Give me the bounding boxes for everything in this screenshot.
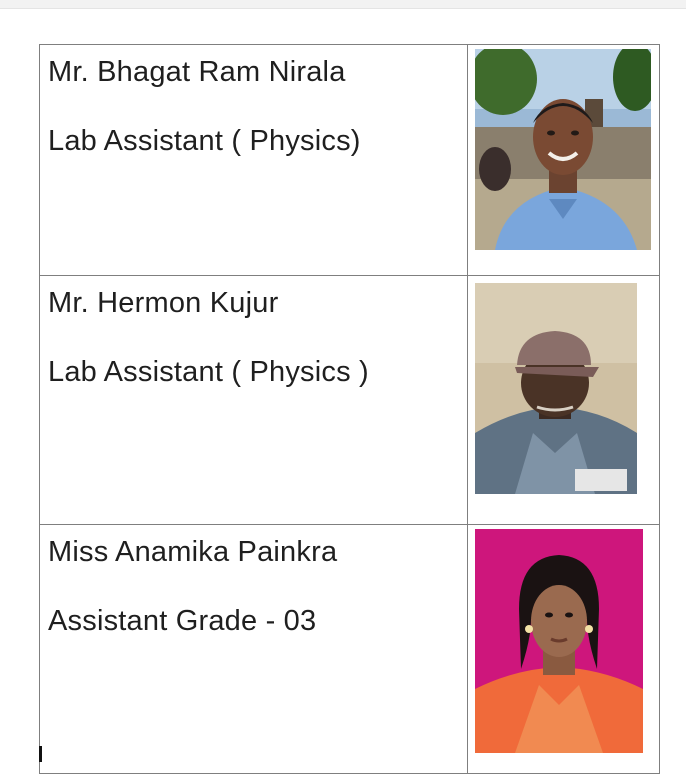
staff-photo-cell[interactable] — [468, 525, 660, 774]
staff-photo — [475, 283, 637, 494]
staff-name: Miss Anamika Painkra — [48, 536, 338, 568]
staff-text-cell[interactable] — [40, 525, 468, 774]
staff-text-cell[interactable] — [40, 276, 468, 525]
staff-text-cell[interactable] — [40, 45, 468, 276]
staff-name: Mr. Bhagat Ram Nirala — [48, 56, 346, 88]
staff-role: Lab Assistant ( Physics) — [48, 125, 361, 157]
staff-photo-cell[interactable] — [468, 276, 660, 525]
staff-role: Assistant Grade - 03 — [48, 605, 317, 637]
text-cursor — [39, 746, 42, 762]
staff-name: Mr. Hermon Kujur — [48, 287, 279, 319]
staff-photo — [475, 49, 651, 250]
table-row — [40, 45, 660, 276]
staff-photo-cell[interactable] — [468, 45, 660, 276]
staff-role: Lab Assistant ( Physics ) — [48, 356, 369, 388]
top-toolbar-strip — [0, 0, 686, 9]
table-row — [40, 276, 660, 525]
staff-photo — [475, 529, 643, 753]
table-row — [40, 525, 660, 774]
staff-table — [39, 44, 660, 774]
